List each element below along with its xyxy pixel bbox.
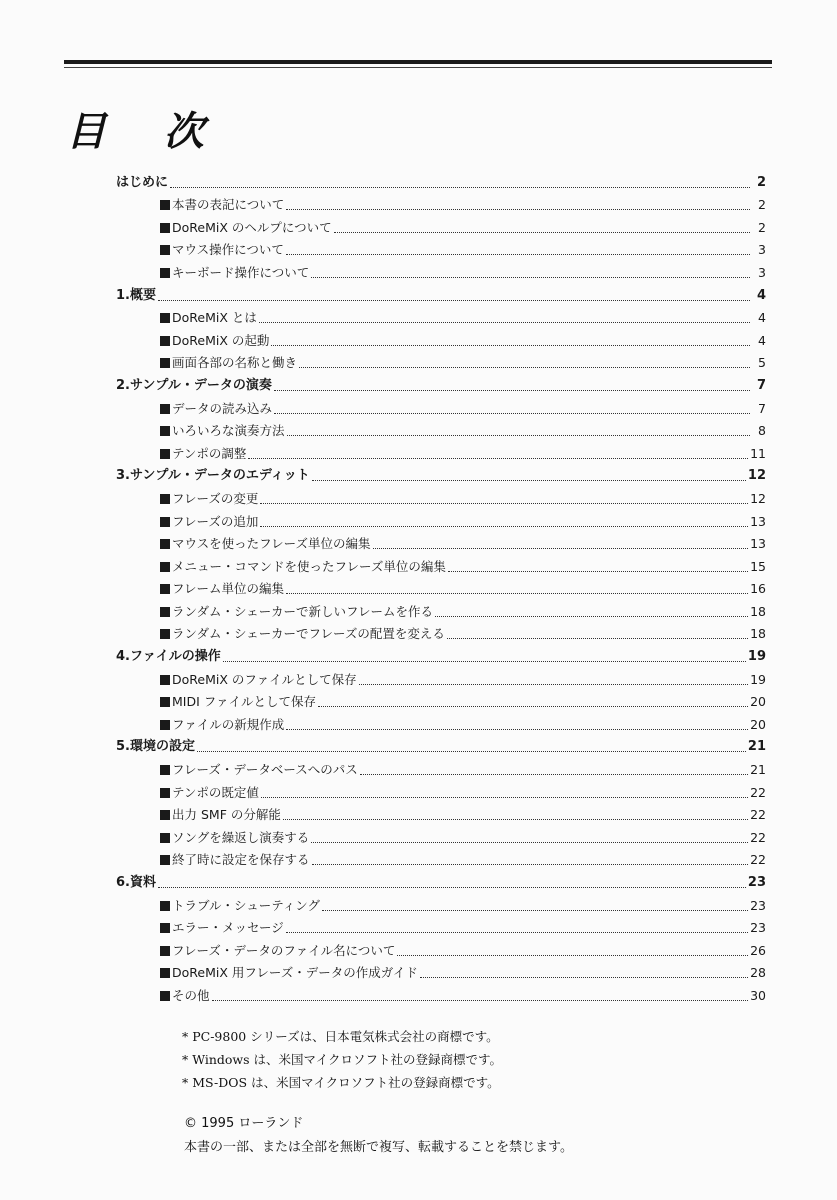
toc-entry-text: フレーズ・データのファイル名について <box>172 942 396 958</box>
square-bullet-icon <box>160 223 170 233</box>
toc-entry-text: 6.資料 <box>116 875 156 890</box>
dot-leader <box>447 637 748 639</box>
toc-page-number: 3 <box>758 242 766 258</box>
toc-entry-text: データの読み込み <box>172 400 273 416</box>
dot-leader <box>435 615 748 617</box>
square-bullet-icon <box>160 358 170 368</box>
toc-page-number: 30 <box>750 987 766 1003</box>
dot-leader <box>287 434 750 436</box>
toc-page-number: 21 <box>750 762 766 778</box>
toc-entry-label <box>160 536 373 552</box>
toc-page-number: 23 <box>750 920 766 936</box>
toc-entry-text: MIDI ファイルとして保存 <box>172 694 317 710</box>
toc-page-number: 12 <box>747 468 766 484</box>
dot-leader <box>223 660 746 662</box>
toc-entry-label <box>160 672 359 688</box>
toc-entry-label <box>116 288 158 304</box>
dot-leader <box>283 818 748 820</box>
toc-section-entry <box>116 236 766 259</box>
toc-entry-text: 出力 SMF の分解能 <box>172 807 281 823</box>
toc-section-entry <box>116 778 766 801</box>
square-bullet-icon <box>160 449 170 459</box>
toc-page-number: 23 <box>750 897 766 913</box>
square-bullet-icon <box>160 426 170 436</box>
dot-leader <box>286 931 748 933</box>
toc-chapter-entry <box>116 371 766 394</box>
toc-entry-text: テンポの調整 <box>172 445 247 461</box>
toc-chapter-entry <box>116 868 766 891</box>
dot-leader <box>286 253 750 255</box>
dot-leader <box>448 570 748 572</box>
toc-entry-text: 本書の表記について <box>172 197 285 213</box>
toc-page-number: 8 <box>758 423 766 439</box>
toc-page-number: 21 <box>747 739 766 755</box>
dot-leader <box>311 841 748 843</box>
square-bullet-icon <box>160 833 170 843</box>
trademark-note: * PC-9800 シリーズは、日本電気株式会社の商標です。 <box>182 1029 499 1044</box>
copyright-line: © 1995 ローランド <box>184 1116 304 1131</box>
toc-page-number: 13 <box>750 536 766 552</box>
toc-entry-label <box>160 988 212 1004</box>
square-bullet-icon <box>160 517 170 527</box>
toc-page-number: 18 <box>750 603 766 619</box>
square-bullet-icon <box>160 268 170 278</box>
dot-leader <box>274 389 750 391</box>
toc-section-entry <box>116 936 766 959</box>
dot-leader <box>212 999 749 1001</box>
square-bullet-icon <box>160 245 170 255</box>
toc-entry-text: フレーム単位の編集 <box>172 581 285 597</box>
toc-section-entry <box>116 688 766 711</box>
toc-entry-text: DoReMiX の起動 <box>172 332 270 348</box>
dot-leader <box>260 502 748 504</box>
toc-entry-text: いろいろな演奏方法 <box>172 423 285 439</box>
toc-entry-text: マウスを使ったフレーズ単位の編集 <box>172 536 371 552</box>
square-bullet-icon <box>160 336 170 346</box>
toc-entry-label <box>160 807 283 823</box>
toc-page-number: 2 <box>756 174 766 190</box>
toc-page-number: 7 <box>758 400 766 416</box>
square-bullet-icon <box>160 607 170 617</box>
toc-section-entry <box>116 213 766 236</box>
toc-page-number: 28 <box>750 965 766 981</box>
square-bullet-icon <box>160 200 170 210</box>
dot-leader <box>248 457 748 459</box>
copyright-block <box>184 1112 573 1160</box>
toc-entry-label <box>160 965 420 981</box>
square-bullet-icon <box>160 923 170 933</box>
table-of-contents <box>116 168 766 1004</box>
toc-entry-text: マウス操作について <box>172 242 284 258</box>
dot-leader <box>158 886 746 888</box>
toc-entry-text: その他 <box>172 987 210 1003</box>
toc-chapter-entry <box>116 168 766 191</box>
toc-page-number: 22 <box>750 852 766 868</box>
toc-section-entry <box>116 823 766 846</box>
toc-entry-label <box>116 649 223 665</box>
square-bullet-icon <box>160 720 170 730</box>
toc-entry-label <box>160 604 435 620</box>
toc-chapter-entry <box>116 642 766 665</box>
toc-page-number: 16 <box>750 581 766 597</box>
dot-leader <box>260 525 748 527</box>
toc-entry-label <box>160 626 447 642</box>
dot-leader <box>359 683 748 685</box>
toc-chapter-entry <box>116 281 766 304</box>
toc-section-entry <box>116 665 766 688</box>
square-bullet-icon <box>160 968 170 978</box>
square-bullet-icon <box>160 404 170 414</box>
toc-entry-text: 2.サンプル・データの演奏 <box>116 377 272 393</box>
dot-leader <box>274 412 750 414</box>
toc-entry-label <box>160 491 260 507</box>
toc-entry-text: ランダム・シェーカーでフレーズの配置を変える <box>172 626 445 642</box>
toc-entry-label <box>160 785 261 801</box>
toc-page-number: 22 <box>750 807 766 823</box>
toc-entry-label <box>160 581 286 597</box>
toc-entry-label <box>160 310 259 326</box>
toc-entry-label <box>160 220 334 236</box>
toc-section-entry <box>116 349 766 372</box>
toc-entry-label <box>160 423 287 439</box>
toc-chapter-entry <box>116 733 766 756</box>
toc-entry-text: ランダム・シェーカーで新しいフレームを作る <box>172 603 434 619</box>
toc-entry-label <box>160 762 360 778</box>
dot-leader <box>373 547 749 549</box>
dot-leader <box>312 863 749 865</box>
toc-entry-text: キーボード操作について <box>172 264 310 280</box>
toc-entry-label <box>160 333 271 349</box>
toc-page-number: 5 <box>758 355 766 371</box>
reproduction-notice: 本書の一部、または全部を無断で複写、転載することを禁じます。 <box>184 1140 573 1155</box>
toc-page-number: 7 <box>756 377 766 393</box>
toc-section-entry <box>116 304 766 327</box>
toc-entry-text: 5.環境の設定 <box>116 739 195 755</box>
trademark-note: * Windows は、米国マイクロソフト社の登録商標です。 <box>182 1052 503 1067</box>
toc-page-number: 4 <box>758 332 766 348</box>
toc-section-entry <box>116 484 766 507</box>
square-bullet-icon <box>160 584 170 594</box>
square-bullet-icon <box>160 765 170 775</box>
toc-entry-text: DoReMiX のファイルとして保存 <box>172 671 357 687</box>
toc-section-entry <box>116 507 766 530</box>
square-bullet-icon <box>160 562 170 572</box>
toc-entry-label <box>160 265 311 281</box>
toc-entry-label <box>160 717 286 733</box>
toc-section-entry <box>116 597 766 620</box>
toc-entry-text: フレーズの変更 <box>172 490 259 506</box>
toc-entry-label <box>116 468 312 484</box>
toc-page-number: 26 <box>750 942 766 958</box>
toc-page-number: 19 <box>750 671 766 687</box>
toc-section-entry <box>116 394 766 417</box>
toc-page-number: 2 <box>758 219 766 235</box>
toc-entry-label <box>160 694 318 710</box>
toc-entry-label <box>160 852 312 868</box>
dot-leader <box>299 366 750 368</box>
toc-entry-text: 画面各部の名称と働き <box>172 355 298 371</box>
dot-leader <box>271 344 750 346</box>
toc-entry-text: DoReMiX のヘルプについて <box>172 219 332 235</box>
toc-entry-text: 1.概要 <box>116 287 156 303</box>
square-bullet-icon <box>160 788 170 798</box>
toc-entry-text: フレーズの追加 <box>172 513 259 529</box>
toc-page-number: 4 <box>758 310 766 326</box>
toc-entry-label <box>160 943 397 959</box>
square-bullet-icon <box>160 991 170 1001</box>
toc-section-entry <box>116 801 766 824</box>
toc-page-number: 22 <box>750 784 766 800</box>
toc-entry-label <box>160 514 260 530</box>
toc-entry-label <box>160 355 299 371</box>
toc-entry-label <box>160 920 286 936</box>
toc-section-entry <box>116 530 766 553</box>
toc-section-entry <box>116 575 766 598</box>
toc-page-number: 19 <box>747 649 766 665</box>
dot-leader <box>286 728 748 730</box>
toc-page-number: 20 <box>750 694 766 710</box>
toc-section-entry <box>116 959 766 982</box>
toc-entry-text: ファイルの新規作成 <box>172 716 285 732</box>
square-bullet-icon <box>160 539 170 549</box>
dot-leader <box>259 321 750 323</box>
trademark-note: * MS-DOS は、米国マイクロソフト社の登録商標です。 <box>182 1075 500 1090</box>
square-bullet-icon <box>160 855 170 865</box>
toc-entry-text: ソングを繰返し演奏する <box>172 829 310 845</box>
toc-section-entry <box>116 258 766 281</box>
toc-page-number: 18 <box>750 626 766 642</box>
dot-leader <box>261 796 748 798</box>
toc-section-entry <box>116 981 766 1004</box>
square-bullet-icon <box>160 313 170 323</box>
toc-page-number: 2 <box>758 197 766 213</box>
trademark-notes <box>182 1025 502 1094</box>
toc-entry-text: フレーズ・データベースへのパス <box>172 762 358 778</box>
toc-page-number: 3 <box>758 264 766 280</box>
toc-entry-text: エラー・メッセージ <box>172 920 284 936</box>
dot-leader <box>197 750 746 752</box>
toc-entry-text: 終了時に設定を保存する <box>172 852 310 868</box>
toc-entry-text: はじめに <box>116 174 169 190</box>
toc-section-entry <box>116 552 766 575</box>
square-bullet-icon <box>160 697 170 707</box>
dot-leader <box>311 276 750 278</box>
header-rule <box>64 60 772 64</box>
toc-entry-label <box>160 559 448 575</box>
toc-page-number: 4 <box>756 287 766 303</box>
toc-section-entry <box>116 326 766 349</box>
toc-entry-label <box>116 875 158 891</box>
header-rule-thin <box>64 67 772 68</box>
toc-page-number: 22 <box>750 829 766 845</box>
toc-entry-text: DoReMiX とは <box>172 310 257 326</box>
square-bullet-icon <box>160 901 170 911</box>
toc-section-entry <box>116 710 766 733</box>
toc-section-entry <box>116 846 766 869</box>
toc-entry-label <box>160 197 286 213</box>
dot-leader <box>318 705 748 707</box>
toc-section-entry <box>116 417 766 440</box>
square-bullet-icon <box>160 494 170 504</box>
square-bullet-icon <box>160 810 170 820</box>
toc-chapter-entry <box>116 462 766 485</box>
toc-section-entry <box>116 439 766 462</box>
toc-entry-text: テンポの既定値 <box>172 784 259 800</box>
toc-entry-label <box>116 378 274 394</box>
square-bullet-icon <box>160 946 170 956</box>
toc-entry-label <box>116 739 197 755</box>
dot-leader <box>312 479 746 481</box>
toc-entry-label <box>160 830 311 846</box>
dot-leader <box>170 186 750 188</box>
toc-entry-text: DoReMiX 用フレーズ・データの作成ガイド <box>172 965 418 981</box>
toc-entry-label <box>160 242 286 258</box>
dot-leader <box>286 208 750 210</box>
square-bullet-icon <box>160 629 170 639</box>
toc-entry-label <box>160 401 274 417</box>
toc-page-number: 20 <box>750 716 766 732</box>
dot-leader <box>420 976 748 978</box>
dot-leader <box>360 773 748 775</box>
toc-page-number: 12 <box>750 490 766 506</box>
dot-leader <box>286 592 748 594</box>
dot-leader <box>322 909 748 911</box>
toc-page-number: 15 <box>750 558 766 574</box>
toc-section-entry <box>116 891 766 914</box>
toc-page-number: 23 <box>747 875 766 890</box>
toc-section-entry <box>116 191 766 214</box>
dot-leader <box>397 954 748 956</box>
toc-entry-label <box>160 446 248 462</box>
toc-entry-text: トラブル・シューティング <box>172 897 321 913</box>
dot-leader <box>158 299 750 301</box>
dot-leader <box>334 231 750 233</box>
toc-entry-text: 4.ファイルの操作 <box>116 649 221 665</box>
toc-entry-label <box>116 175 170 191</box>
page-title: 目 次 <box>66 109 226 155</box>
toc-page-number: 13 <box>750 513 766 529</box>
toc-page-number: 11 <box>750 445 766 461</box>
toc-section-entry <box>116 914 766 937</box>
toc-entry-text: 3.サンプル・データのエディット <box>116 468 310 484</box>
toc-section-entry <box>116 755 766 778</box>
square-bullet-icon <box>160 675 170 685</box>
toc-section-entry <box>116 620 766 643</box>
toc-entry-label <box>160 898 322 914</box>
toc-entry-text: メニュー・コマンドを使ったフレーズ単位の編集 <box>172 558 446 574</box>
